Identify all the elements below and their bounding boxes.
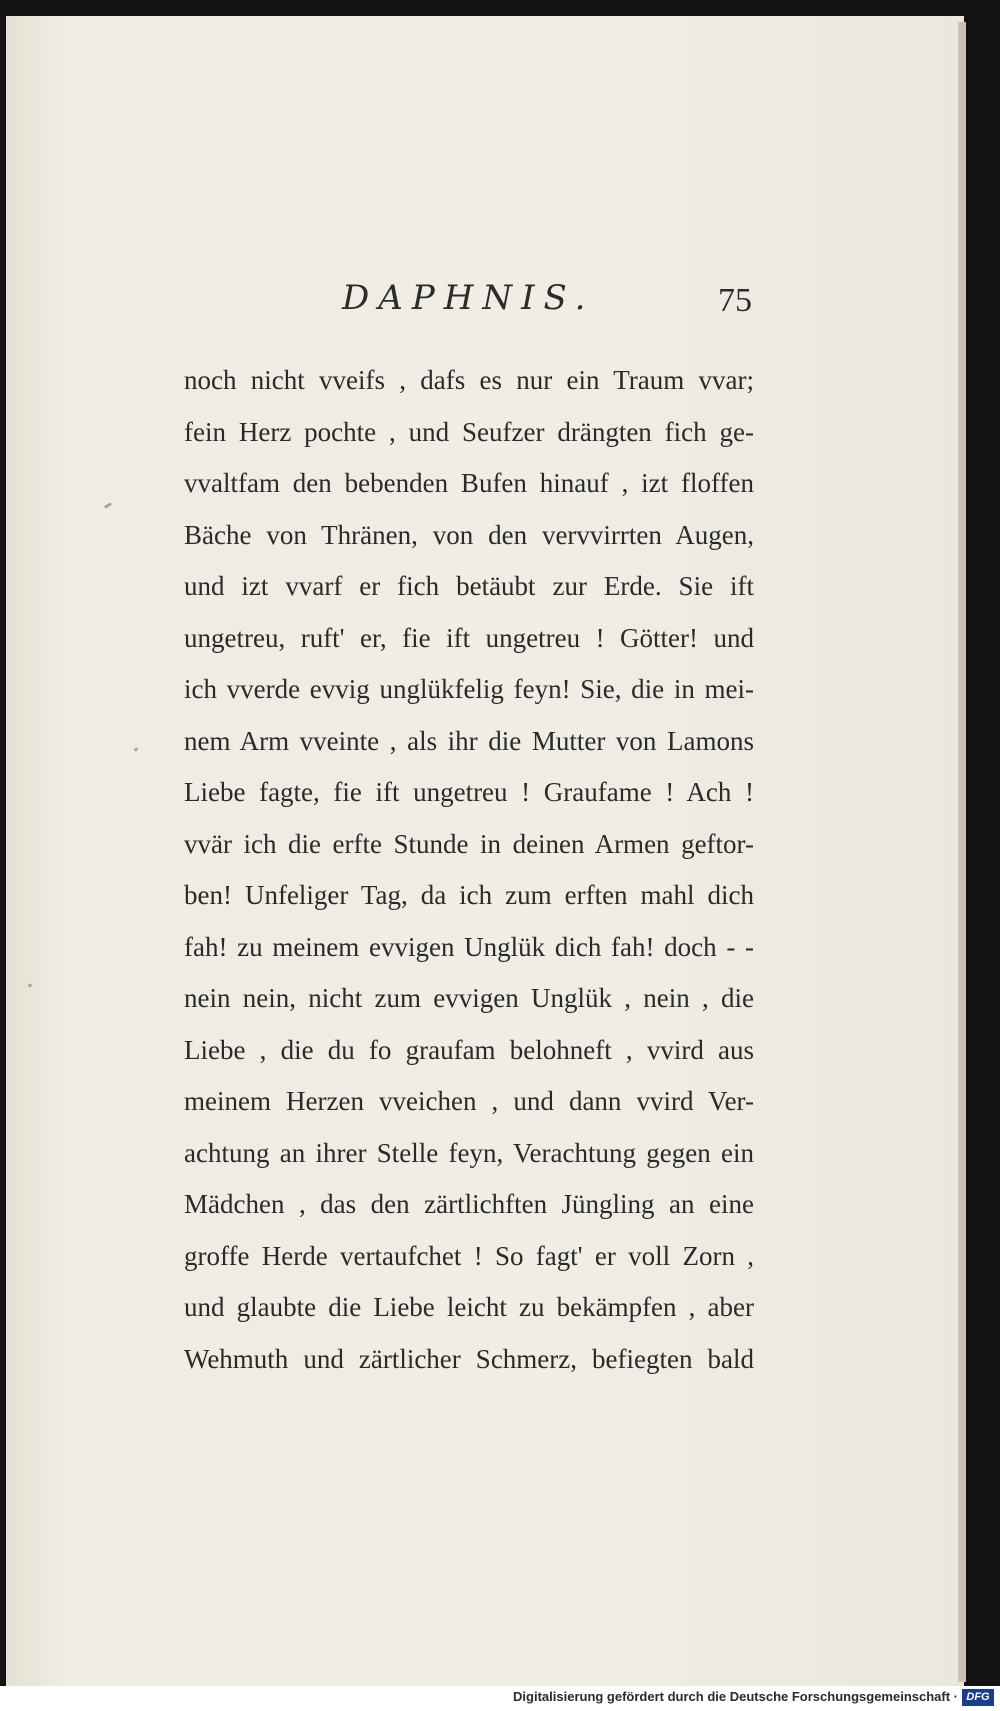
text-line: Liebe fagte, fie ift ungetreu ! Graufame ! Ach ! xyxy=(184,777,754,807)
text-line: Mädchen , das den zärtlichften Jüngling an eine xyxy=(184,1189,754,1219)
page-number: 75 xyxy=(718,282,752,319)
paper-speck xyxy=(104,502,112,509)
footer-bar xyxy=(0,1686,1000,1711)
text-line: vvaltfam den bebenden Bufen hinauf , izt floffen xyxy=(184,468,754,498)
text-line: nein nein, nicht zum evvigen Unglük , nein , die xyxy=(184,983,754,1013)
text-line: und izt vvarf er fich betäubt zur Erde. Sie ift xyxy=(184,571,754,601)
dfg-logo: DFG xyxy=(962,1689,994,1706)
page-edge xyxy=(958,22,966,1682)
text-line: groffe Herde vertaufchet ! So fagt' er voll Zorn , xyxy=(184,1240,754,1271)
text-line: und glaubte die Liebe leicht zu bekämpfen , aber xyxy=(184,1292,754,1322)
text-line: meinem Herzen vveichen , und dann vvird Ver- xyxy=(184,1086,754,1116)
text-line: vvär ich die erfte Stunde in deinen Armen geftor- xyxy=(184,828,754,859)
text-line: ich vverde evvig unglükfelig feyn! Sie, die in mei- xyxy=(184,674,754,704)
digitization-credit: Digitalisierung gefördert durch die Deutsche Forschungsgemeinschaft · xyxy=(513,1689,958,1704)
text-line: Liebe , die du fo graufam belohneft , vvird aus xyxy=(184,1034,754,1065)
text-line: ben! Unfeliger Tag, da ich zum erften mahl dich xyxy=(184,880,754,910)
text-line: ungetreu, ruft' er, fie ift ungetreu ! Götter! und xyxy=(184,622,754,653)
running-head-title: DAPHNIS. xyxy=(342,278,595,318)
text-line: achtung an ihrer Stelle feyn, Verachtung gegen ein xyxy=(184,1137,754,1168)
text-line: noch nicht vveifs , dafs es nur ein Traum vvar; xyxy=(184,365,754,395)
text-line: fah! zu meinem evvigen Unglük dich fah! doch - - xyxy=(184,931,754,962)
paper-speck xyxy=(28,983,33,988)
book-page xyxy=(6,16,964,1686)
body-text xyxy=(184,360,754,1390)
paper-speck xyxy=(134,747,139,752)
text-line: Wehmuth und zärtlicher Schmerz, befiegten bald xyxy=(184,1343,754,1374)
text-line: fein Herz pochte , und Seufzer drängten fich ge- xyxy=(184,416,754,447)
text-line: nem Arm vveinte , als ihr die Mutter von Lamons xyxy=(184,725,754,756)
text-line: Bäche von Thränen, von den vervvirrten Augen, xyxy=(184,519,754,550)
